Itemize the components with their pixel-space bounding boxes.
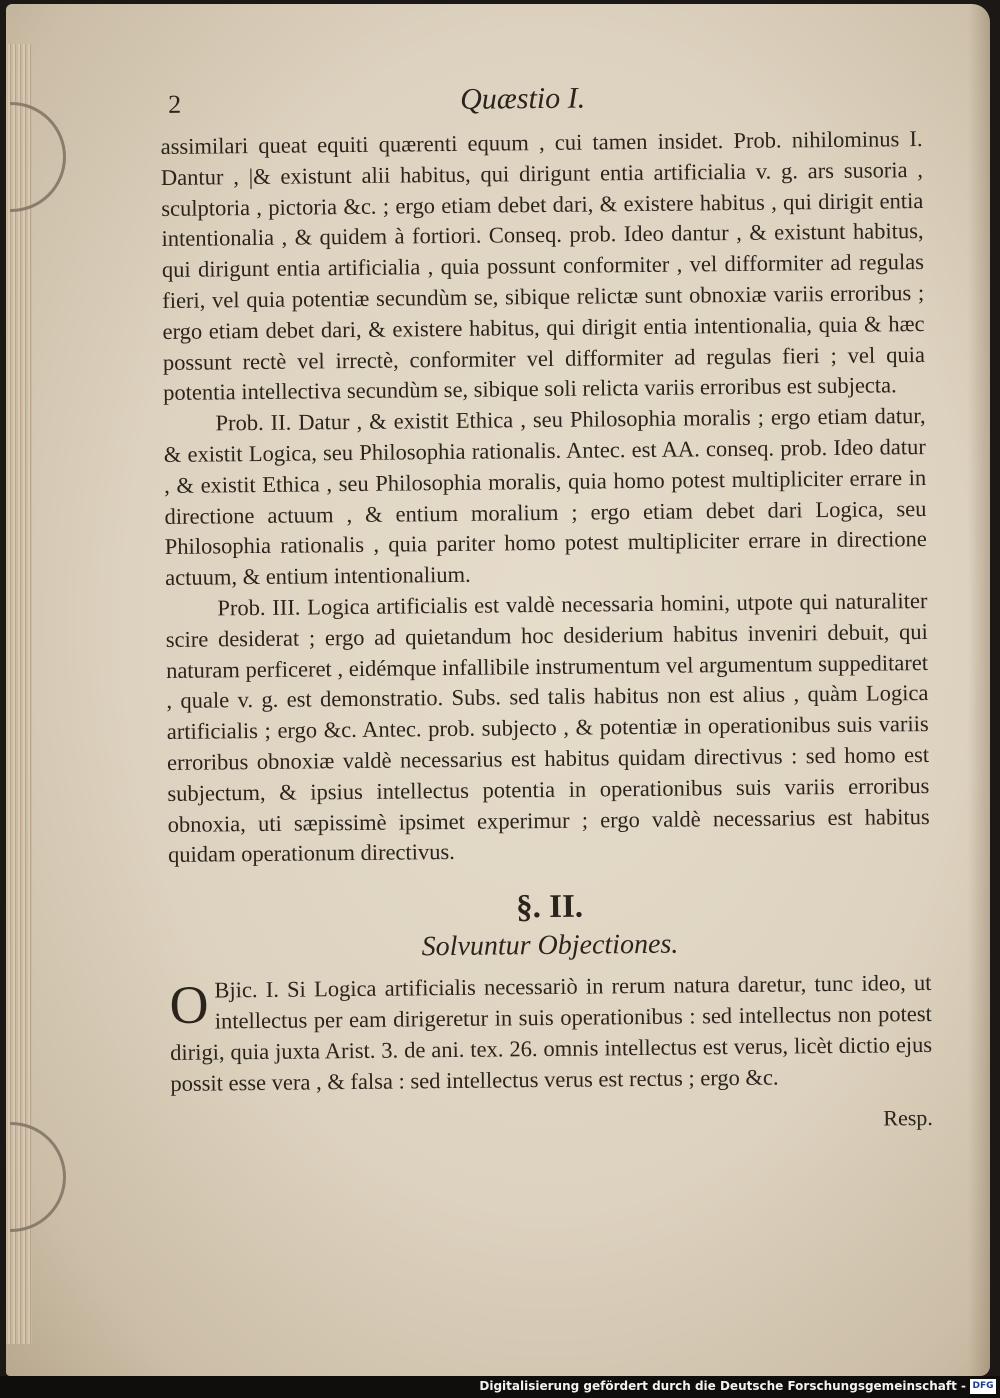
catchword: Resp.	[883, 1105, 933, 1131]
binding-clip-top	[10, 102, 66, 212]
page-content	[160, 78, 933, 1139]
page-number: 2	[168, 89, 182, 119]
drop-cap: O	[169, 974, 209, 1036]
section-heading: §. II.	[515, 888, 584, 926]
dfg-logo: DFG	[970, 1379, 996, 1394]
running-head: Quæstio I.	[459, 81, 586, 116]
objection-paragraph: Bjic. I. Si Logica artificialis necessariò in rerum natura daretur, tunc ideo, ut intellectus per eam dirigeretur in suis operationibus : sed intellectus non potest dirigi, quia juxta Arist. 3. de ani. tex. 26. omnis intellectus est verus, licèt dictio ejus possit esse vera , & falsa : sed intellectus verus est rectus ; ergo &c.	[169, 970, 933, 1096]
footer-credit: Digitalisierung gefördert durch die Deutsche Forschungsgemeinschaft -	[479, 1379, 966, 1393]
paragraph-2: Prob. II. Datur , & existit Ethica , seu Philosophia moralis ; ergo etiam datur, & existit Logica, seu Philosophia rationalis. Antec. est AA. conseq. prob. Ideo datur , & existit Ethica , seu Philosophia moralis, quia homo potest multipliciter errare in directione actuum , & entium moralium ; ergo etiam debet dari Logica, seu Philosophia rationalis , quia pariter homo potest multipliciter errare in directione actuum, & entium intentionalium.	[163, 403, 927, 591]
page-edge-right	[968, 4, 990, 1376]
objection-block	[169, 968, 932, 1099]
page-header	[160, 78, 922, 132]
paragraph-1: assimilari queat equiti quærenti equum , cui tamen insidet. Prob. nihilominus I. Dantur , |& existunt alii habitus, qui dirigunt entia artificialia v. g. ars susoria , sculptoria , pictoria &c. ; ergo etiam debet dari, & existere habitus , qui dirigit entia intentionalia , & quidem à fortiori. Conseq. prob. Ideo dantur , & existunt habitus, qui dirigunt entia artificialia , quia possunt conformiter , vel difformiter ad regulas fieri, vel quia potentiæ secundùm se, sibique relictæ sunt obnoxiæ variis erroribus ; ergo etiam debet dari, & existere habitus, qui dirigit entia intentionalia, quia & hæc possunt rectè vel irrectè, conformiter vel difformiter ad regulas fieri ; vel quia potentia intellectiva secundùm se, sibique soli relicta variis erroribus est subjecta.	[160, 126, 925, 406]
digitization-footer	[0, 1376, 1000, 1398]
section-subheading: Solvuntur Objectiones.	[421, 928, 679, 963]
binding-clip-bottom	[10, 1122, 66, 1232]
paragraph-3: Prob. III. Logica artificialis est valdè necessaria homini, utpote qui naturaliter scire desiderat ; ergo ad quietandum hoc desiderium habitus inveniri debuit, qui naturam perficeret , eidémque infallibile instrumentum vel argumentum suppeditaret , quale v. g. est demonstratio. Subs. sed talis habitus non est alius , quàm Logica artificialis ; ergo &c. Antec. prob. subjecto , & potentiæ in operationibus suis variis erroribus obnoxiæ valdè necessarius est habitus quidam directivus : sed homo est subjectum, & ipsius intellectus potentia in operationibus suis variis erroribus obnoxia, uti sæpissimè ipsimet experimur ; ergo valdè necessarius est habitus quidam operationum directivus.	[165, 587, 930, 868]
